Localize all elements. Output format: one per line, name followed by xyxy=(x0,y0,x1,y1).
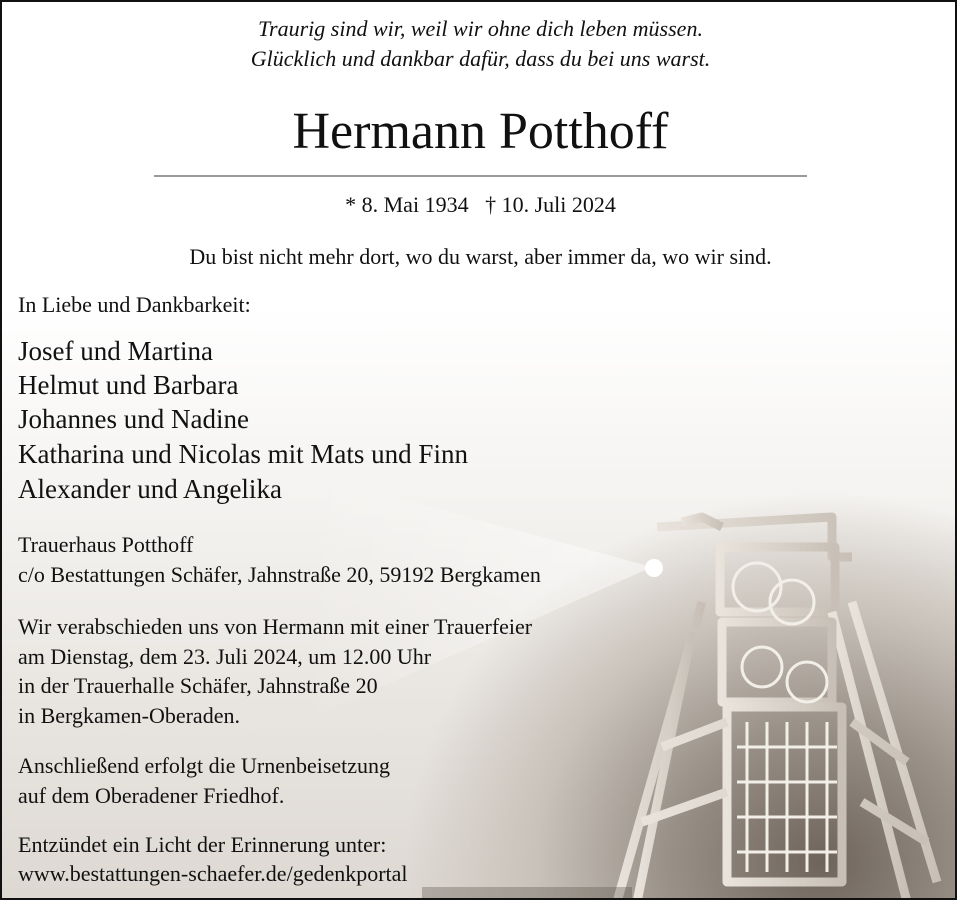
memorial-invite: Entzündet ein Licht der Erinnerung unter: xyxy=(18,832,387,857)
mourner-name: Johannes und Nadine xyxy=(18,404,249,434)
mourner-name: Katharina und Nicolas mit Mats und Finn xyxy=(18,439,468,469)
deceased-name: Hermann Potthoff xyxy=(292,103,669,160)
life-dates: * 8. Mai 1934 † 10. Juli 2024 xyxy=(345,192,616,217)
ceremony-line-3: in der Trauerhalle Schäfer, Jahnstraße 20 xyxy=(18,673,378,698)
mourner-name: Alexander und Angelika xyxy=(18,474,282,504)
motto-line-2: Glücklich und dankbar dafür, dass du bei uns warst. xyxy=(250,46,711,71)
name-divider xyxy=(154,175,807,177)
ceremony-line-4: in Bergkamen-Oberaden. xyxy=(18,703,240,728)
address-line-2: c/o Bestattungen Schäfer, Jahnstraße 20, 59192 Bergkamen xyxy=(18,562,541,587)
mourners-intro: In Liebe und Dankbarkeit: xyxy=(18,292,251,317)
ceremony-line-2: am Dienstag, dem 23. Juli 2024, um 12.00 Uhr xyxy=(18,644,432,669)
motto-line-1: Traurig sind wir, weil wir ohne dich leben müssen. xyxy=(258,16,703,41)
memorial-quote: Du bist nicht mehr dort, wo du warst, aber immer da, wo wir sind. xyxy=(189,244,772,269)
ceremony-line-1: Wir verabschieden uns von Hermann mit einer Trauerfeier xyxy=(18,614,533,639)
burial-line-2: auf dem Oberadener Friedhof. xyxy=(18,783,285,808)
burial-line-1: Anschließend erfolgt die Urnenbeisetzung xyxy=(18,753,391,778)
mourner-name: Josef und Martina xyxy=(18,336,213,366)
address-line-1: Trauerhaus Potthoff xyxy=(18,532,194,557)
mourner-name: Helmut und Barbara xyxy=(18,370,239,400)
memorial-portal-link[interactable]: www.bestattungen-schaefer.de/gedenkportal xyxy=(18,861,408,886)
